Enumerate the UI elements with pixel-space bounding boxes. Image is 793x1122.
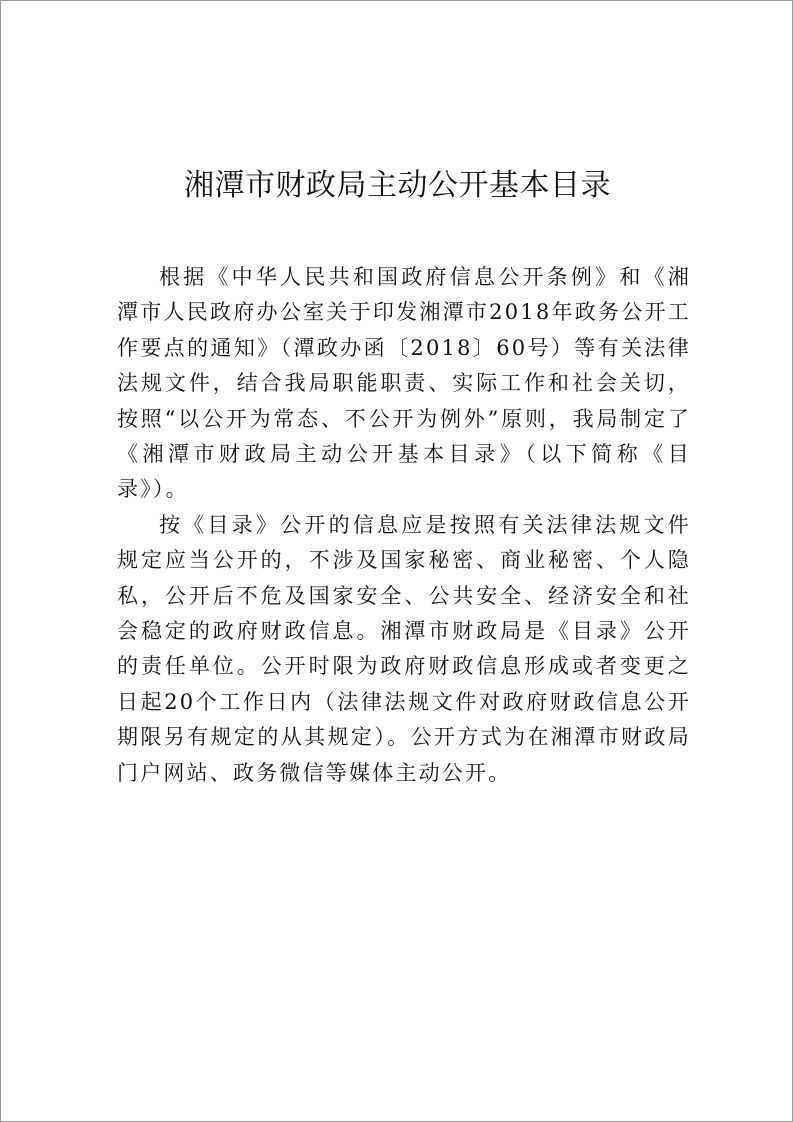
document-title: 湘潭市财政局主动公开基本目录: [184, 168, 611, 203]
body-paragraph-2: 按《目录》公开的信息应是按照有关法律法规文件规定应当公开的，不涉及国家秘密、商业秘密、个人隐私，公开后不危及国家安全、公共安全、经济安全和社会稳定的政府财政信息。湘潭市财政局是《目录》公开的责任单位。公开时限为政府财政信息形成或者变更之日起20个工作日内（法律法规文件对政府财政信息公开期限另有规定的从其规定）。公开方式为在湘潭市财政局门户网站、政务微信等媒体主动公开。: [117, 512, 691, 785]
body-paragraph-1: 根据《中华人民共和国政府信息公开条例》和《湘潭市人民政府办公室关于印发湘潭市2018年政务公开工作要点的通知》（潭政办函〔2018〕60号）等有关法律法规文件，结合我局职能职责、实际工作和社会关切，按照“以公开为常态、不公开为例外”原则，我局制定了《湘潭市财政局主动公开基本目录》（以下简称《目录》）。: [117, 265, 691, 502]
document-body: [117, 260, 691, 791]
